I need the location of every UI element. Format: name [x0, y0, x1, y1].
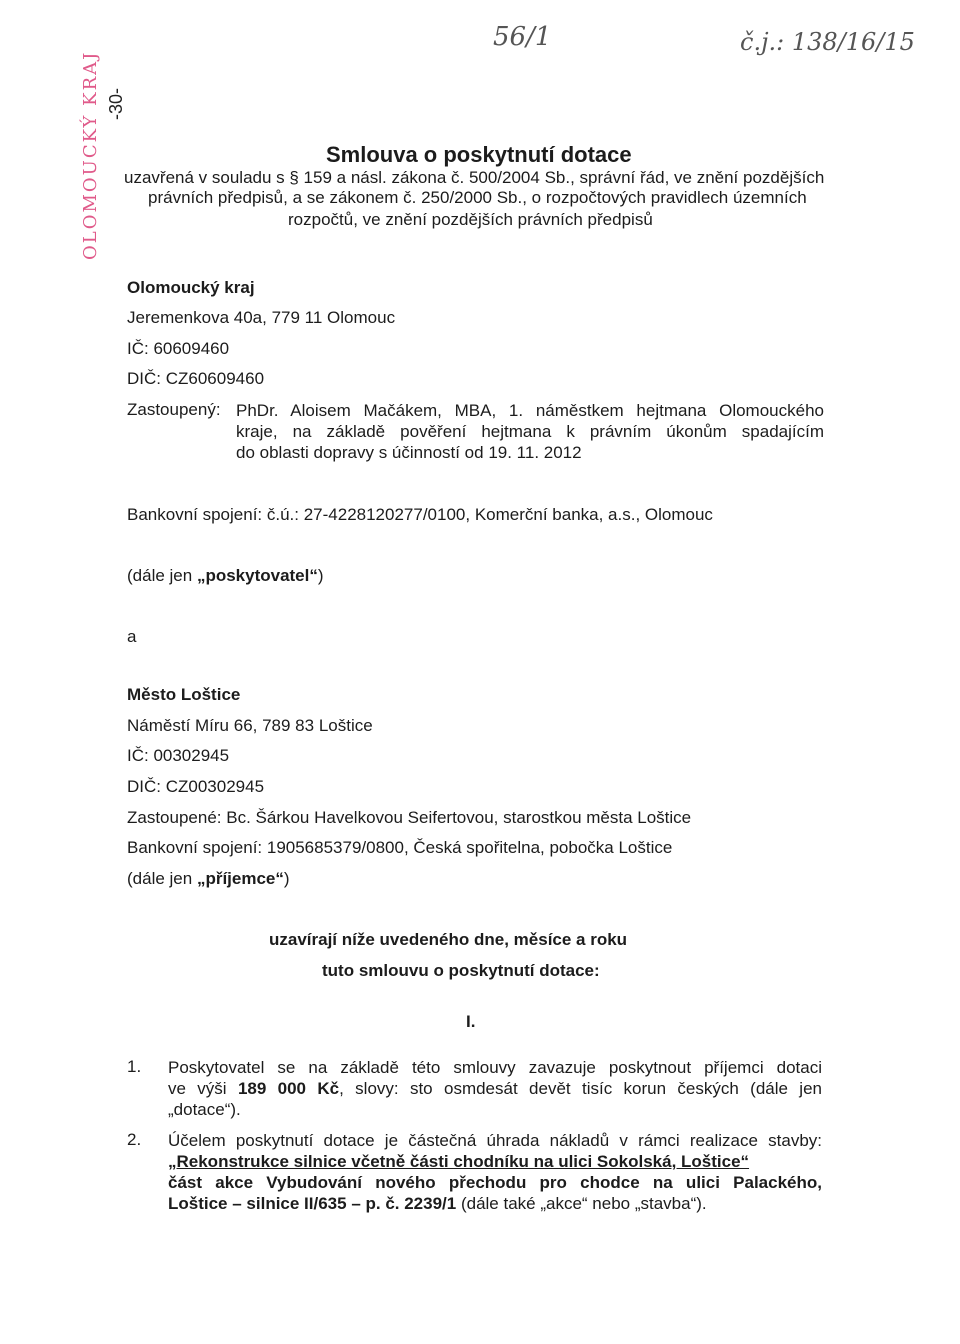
item-2-line-4-post: (dále také „akce“ nebo „stavba“).	[456, 1194, 707, 1213]
subtitle-line-3: rozpočtů, ve znění pozdějších právních předpisů	[288, 210, 653, 229]
provider-alias	[127, 566, 324, 586]
item-1-number: 1.	[127, 1057, 142, 1076]
intro-line-1: uzavírají níže uvedeného dne, měsíce a roku	[269, 930, 628, 949]
provider-alias-suffix: )	[317, 566, 324, 585]
item-1-line-3: „dotace“).	[168, 1100, 241, 1119]
provider-alias-name: „poskytovatel“	[196, 566, 318, 585]
provider-alias-prefix: (dále jen	[127, 566, 197, 585]
subtitle-line-1: uzavřená v souladu s § 159 a násl. zákona č. 500/2004 Sb., správní řád, ve znění pozdějších	[124, 168, 825, 187]
recipient-name: Město Loštice	[127, 685, 241, 704]
item-1-text	[168, 1057, 822, 1120]
provider-bank: Bankovní spojení: č.ú.: 27-4228120277/0100, Komerční banka, a.s., Olomouc	[127, 505, 713, 524]
subtitle-line-2: právních předpisů, a se zákonem č. 250/2000 Sb., o rozpočtových pravidlech územních	[148, 188, 807, 207]
item-1-line-2	[168, 1078, 822, 1099]
provider-represented-label: Zastoupený:	[127, 400, 221, 419]
handwritten-reference-top: 56/1	[493, 22, 552, 52]
item-2-line-3: část akce Vybudování nového přechodu pro chodce na ulici Palackého,	[168, 1173, 822, 1192]
handwritten-reference-right: č.j.: 138/16/15	[740, 28, 915, 56]
recipient-represented: Zastoupené: Bc. Šárkou Havelkovou Seifertovou, starostkou města Loštice	[127, 808, 692, 827]
provider-represented-line-1: PhDr. Aloisem Mačákem, MBA, 1. náměstkem hejtmana Olomouckého	[236, 401, 824, 420]
intro-line-2: tuto smlouvu o poskytnutí dotace:	[322, 961, 600, 980]
item-1-line-2-pre: ve výši	[168, 1079, 238, 1098]
provider-represented-line-3: do oblasti dopravy s účinností od 19. 11. 2012	[236, 443, 582, 462]
recipient-dic: DIČ: CZ00302945	[127, 777, 265, 796]
recipient-alias	[127, 869, 290, 889]
recipient-ic: IČ: 00302945	[127, 746, 230, 765]
conjunction: a	[127, 627, 137, 646]
item-2-text	[168, 1130, 822, 1214]
recipient-alias-suffix: )	[283, 869, 290, 888]
provider-dic: DIČ: CZ60609460	[127, 369, 265, 388]
provider-name: Olomoucký kraj	[127, 278, 255, 297]
recipient-bank: Bankovní spojení: 1905685379/0800, Česká spořitelna, pobočka Loštice	[127, 838, 673, 857]
item-2-line-1: Účelem poskytnutí dotace je částečná úhrada nákladů v rámci realizace stavby:	[168, 1131, 822, 1150]
item-1-amount: 189 000 Kč	[237, 1079, 340, 1098]
item-2-line-4-bold: Loštice – silnice II/635 – p. č. 2239/1	[168, 1194, 457, 1213]
provider-address: Jeremenkova 40a, 779 11 Olomouc	[127, 308, 396, 327]
item-2-number: 2.	[127, 1130, 142, 1149]
stamp-number: -30-	[106, 87, 126, 120]
provider-represented-block	[236, 400, 824, 463]
section-number: I.	[466, 1012, 476, 1031]
provider-represented-line-2: kraje, na základě pověření hejtmana k právním úkonům spadajícím	[236, 422, 824, 441]
document-title: Smlouva o poskytnutí dotace	[326, 142, 632, 167]
item-1-line-2-post: , slovy: sto osmdesát devět tisíc korun českých (dále jen	[339, 1079, 822, 1098]
item-1-line-1: Poskytovatel se na základě této smlouvy zavazuje poskytnout příjemci dotaci	[168, 1058, 822, 1077]
provider-ic: IČ: 60609460	[127, 339, 230, 358]
recipient-address: Náměstí Míru 66, 789 83 Loštice	[127, 716, 373, 735]
item-2-project-title: „Rekonstrukce silnice včetně části chodníku na ulici Sokolská, Loštice“	[168, 1152, 750, 1171]
item-2-line-4	[168, 1193, 822, 1214]
stamp-vertical-text: OLOMOUCKÝ KRAJ	[80, 50, 101, 260]
recipient-alias-prefix: (dále jen	[127, 869, 197, 888]
recipient-alias-name: „příjemce“	[196, 869, 284, 888]
